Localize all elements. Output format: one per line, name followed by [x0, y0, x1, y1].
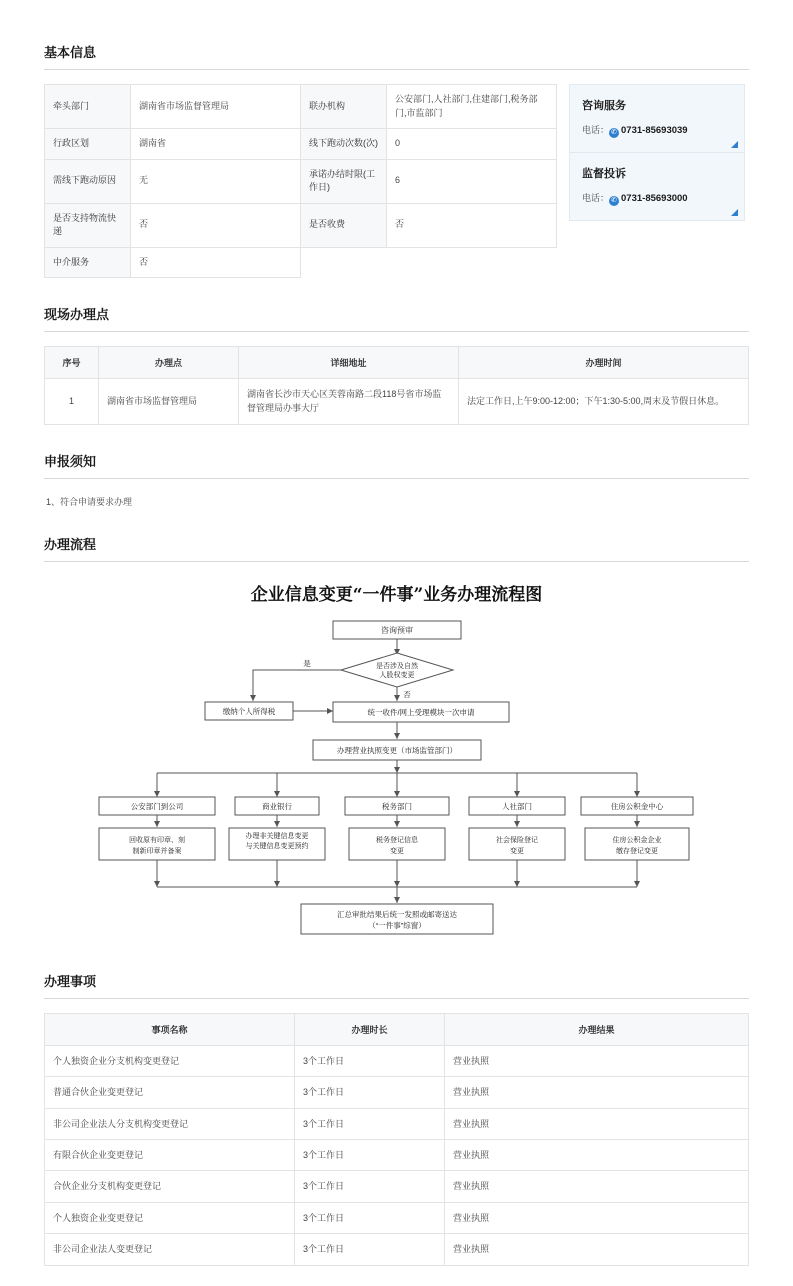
site-no: 1 [45, 379, 99, 425]
flowchart-svg [77, 615, 717, 945]
flow-node-decision-line2: 人股权变更 [379, 671, 414, 679]
info-label: 牵头部门 [45, 85, 131, 129]
item-result: 营业执照 [445, 1202, 749, 1233]
flow-node-col2-body-line2: 与关键信息变更预约 [245, 842, 308, 850]
sites-table [44, 346, 749, 425]
info-value: 湖南省 [131, 129, 301, 160]
consult-phone-label: 电话： [582, 125, 610, 135]
item-name: 非公司企业法人分支机构变更登记 [45, 1108, 295, 1139]
item-name: 有限合伙企业变更登记 [45, 1139, 295, 1170]
flow-node-unified: 统一收件/网上受理模块一次申请 [366, 707, 475, 717]
flow-node-col3-head: 税务部门 [381, 801, 412, 811]
section-title-items: 办理事项 [44, 973, 97, 989]
column-header-no: 序号 [45, 347, 99, 379]
column-header-duration: 办理时长 [295, 1013, 445, 1045]
table-header-row [45, 347, 749, 379]
item-name: 个人独资企业分支机构变更登记 [45, 1045, 295, 1076]
table-row [45, 1108, 749, 1139]
flow-label-no: 否 [402, 689, 411, 699]
flow-node-col2-head: 商业银行 [261, 801, 292, 811]
items-table [44, 1013, 749, 1266]
item-result: 营业执照 [445, 1171, 749, 1202]
item-result: 营业执照 [445, 1234, 749, 1265]
item-name: 普通合伙企业变更登记 [45, 1077, 295, 1108]
flow-node-license: 办理营业执照变更（市场监管部门） [336, 745, 457, 755]
section-divider [44, 69, 749, 70]
table-row [45, 159, 557, 203]
consult-phone-row [570, 119, 744, 152]
site-time: 法定工作日,上午9:00-12:00；下午1:30-5:00,周末及节假日休息。 [459, 379, 749, 425]
flowchart-area [44, 615, 749, 945]
flow-node-col4-body-line2: 变更 [509, 847, 524, 855]
supervise-phone-label: 电话： [582, 193, 610, 203]
flow-label-yes: 是 [302, 658, 311, 668]
column-header-site: 办理点 [99, 347, 239, 379]
info-value: 公安部门,人社部门,住建部门,税务部门,市监部门 [387, 85, 557, 129]
basic-info-area [44, 84, 749, 278]
table-row [45, 1045, 749, 1076]
info-label: 联办机构 [301, 85, 387, 129]
supervise-title: 监督投诉 [582, 168, 626, 180]
phone-icon: ✆ [609, 196, 619, 206]
table-row [45, 1171, 749, 1202]
info-value: 否 [131, 247, 301, 278]
phone-icon: ✆ [609, 128, 619, 138]
basic-info-table [44, 84, 557, 278]
flow-node-col5-head: 住房公积金中心 [610, 801, 663, 811]
item-duration: 3个工作日 [295, 1108, 445, 1139]
column-header-time: 办理时间 [459, 347, 749, 379]
item-duration: 3个工作日 [295, 1139, 445, 1170]
site-address: 湖南省长沙市天心区芙蓉南路二段118号省市场监督管理局办事大厅 [239, 379, 459, 425]
supervise-phone-row [570, 187, 744, 220]
column-header-item-name: 事项名称 [45, 1013, 295, 1045]
info-value: 否 [387, 203, 557, 247]
consult-title: 咨询服务 [582, 100, 626, 112]
info-empty [301, 247, 387, 278]
info-value: 0 [387, 129, 557, 160]
flow-node-decision-line1: 是否涉及自然 [375, 662, 418, 670]
info-label: 需线下跑动原因 [45, 159, 131, 203]
table-row [45, 85, 557, 129]
item-duration: 3个工作日 [295, 1171, 445, 1202]
info-label: 是否收费 [301, 203, 387, 247]
item-name: 非公司企业法人变更登记 [45, 1234, 295, 1265]
info-label: 是否支持物流快递 [45, 203, 131, 247]
supervise-phone-number[interactable]: 0731-85693000 [621, 193, 688, 204]
flow-node-col5-body-line1: 住房公积金企业 [612, 836, 661, 844]
info-value: 否 [131, 203, 301, 247]
item-result: 营业执照 [445, 1077, 749, 1108]
flow-node-col3-body-line2: 变更 [389, 847, 404, 855]
items-table-wrap [44, 1013, 749, 1266]
info-label: 线下跑动次数(次) [301, 129, 387, 160]
section-title-sites: 现场办理点 [44, 307, 110, 322]
item-name: 合伙企业分支机构变更登记 [45, 1171, 295, 1202]
flow-node-col1-head: 公安部门到公司 [130, 801, 183, 811]
flow-node-col4-body-line1: 社会保险登记 [495, 836, 538, 844]
info-label: 承诺办结时限(工作日) [301, 159, 387, 203]
section-divider [44, 478, 749, 479]
table-row [45, 247, 557, 278]
corner-triangle-icon [731, 209, 738, 216]
table-row [45, 1139, 749, 1170]
table-row [45, 379, 749, 425]
table-row [45, 1077, 749, 1108]
info-label: 行政区划 [45, 129, 131, 160]
section-divider [44, 998, 749, 999]
flow-node-col1-body-line1: 回收原有印章、刻 [128, 836, 185, 844]
info-label: 中介服务 [45, 247, 131, 278]
item-duration: 3个工作日 [295, 1234, 445, 1265]
service-contact-box [569, 84, 745, 221]
flow-node-tax-person: 缴纳个人所得税 [222, 706, 275, 716]
table-row [45, 1202, 749, 1233]
notice-line: 1、符合申请要求办理 [46, 496, 133, 507]
flow-node-col5-body-line2: 缴存登记变更 [615, 847, 658, 855]
flow-node-start: 咨询预审 [380, 625, 413, 635]
item-duration: 3个工作日 [295, 1202, 445, 1233]
info-value: 湖南省市场监督管理局 [131, 85, 301, 129]
consult-phone-number[interactable]: 0731-85693039 [621, 125, 688, 136]
flow-node-col2-body-line1: 办理非关键信息变更 [245, 832, 308, 840]
flowchart-title: 企业信息变更“一件事”业务办理流程图 [250, 584, 543, 605]
item-duration: 3个工作日 [295, 1077, 445, 1108]
table-row [45, 203, 557, 247]
section-divider [44, 561, 749, 562]
info-empty [387, 247, 557, 278]
table-row [45, 129, 557, 160]
item-name: 个人独资企业变更登记 [45, 1202, 295, 1233]
table-header-row [45, 1013, 749, 1045]
flow-node-col3-body-line1: 税务登记信息 [375, 836, 418, 844]
flow-node-col1-body-line2: 制新印章并备案 [132, 847, 181, 855]
column-header-result: 办理结果 [445, 1013, 749, 1045]
column-header-address: 详细地址 [239, 347, 459, 379]
flow-node-col4-head: 人社部门 [501, 801, 532, 811]
section-title-flow: 办理流程 [44, 536, 97, 552]
section-title-notice: 申报须知 [44, 453, 97, 469]
info-value: 无 [131, 159, 301, 203]
site-name: 湖南省市场监督管理局 [99, 379, 239, 425]
info-value: 6 [387, 159, 557, 203]
flow-node-end-line2: （“一件事”综窗） [367, 920, 426, 930]
item-result: 营业执照 [445, 1045, 749, 1076]
section-divider [44, 331, 749, 332]
section-title-basic: 基本信息 [44, 45, 97, 60]
corner-triangle-icon [731, 141, 738, 148]
item-result: 营业执照 [445, 1139, 749, 1170]
item-result: 营业执照 [445, 1108, 749, 1139]
item-duration: 3个工作日 [295, 1045, 445, 1076]
table-row [45, 1234, 749, 1265]
flow-node-end-line1: 汇总审批结果后统一发照或邮寄送达 [336, 909, 457, 919]
